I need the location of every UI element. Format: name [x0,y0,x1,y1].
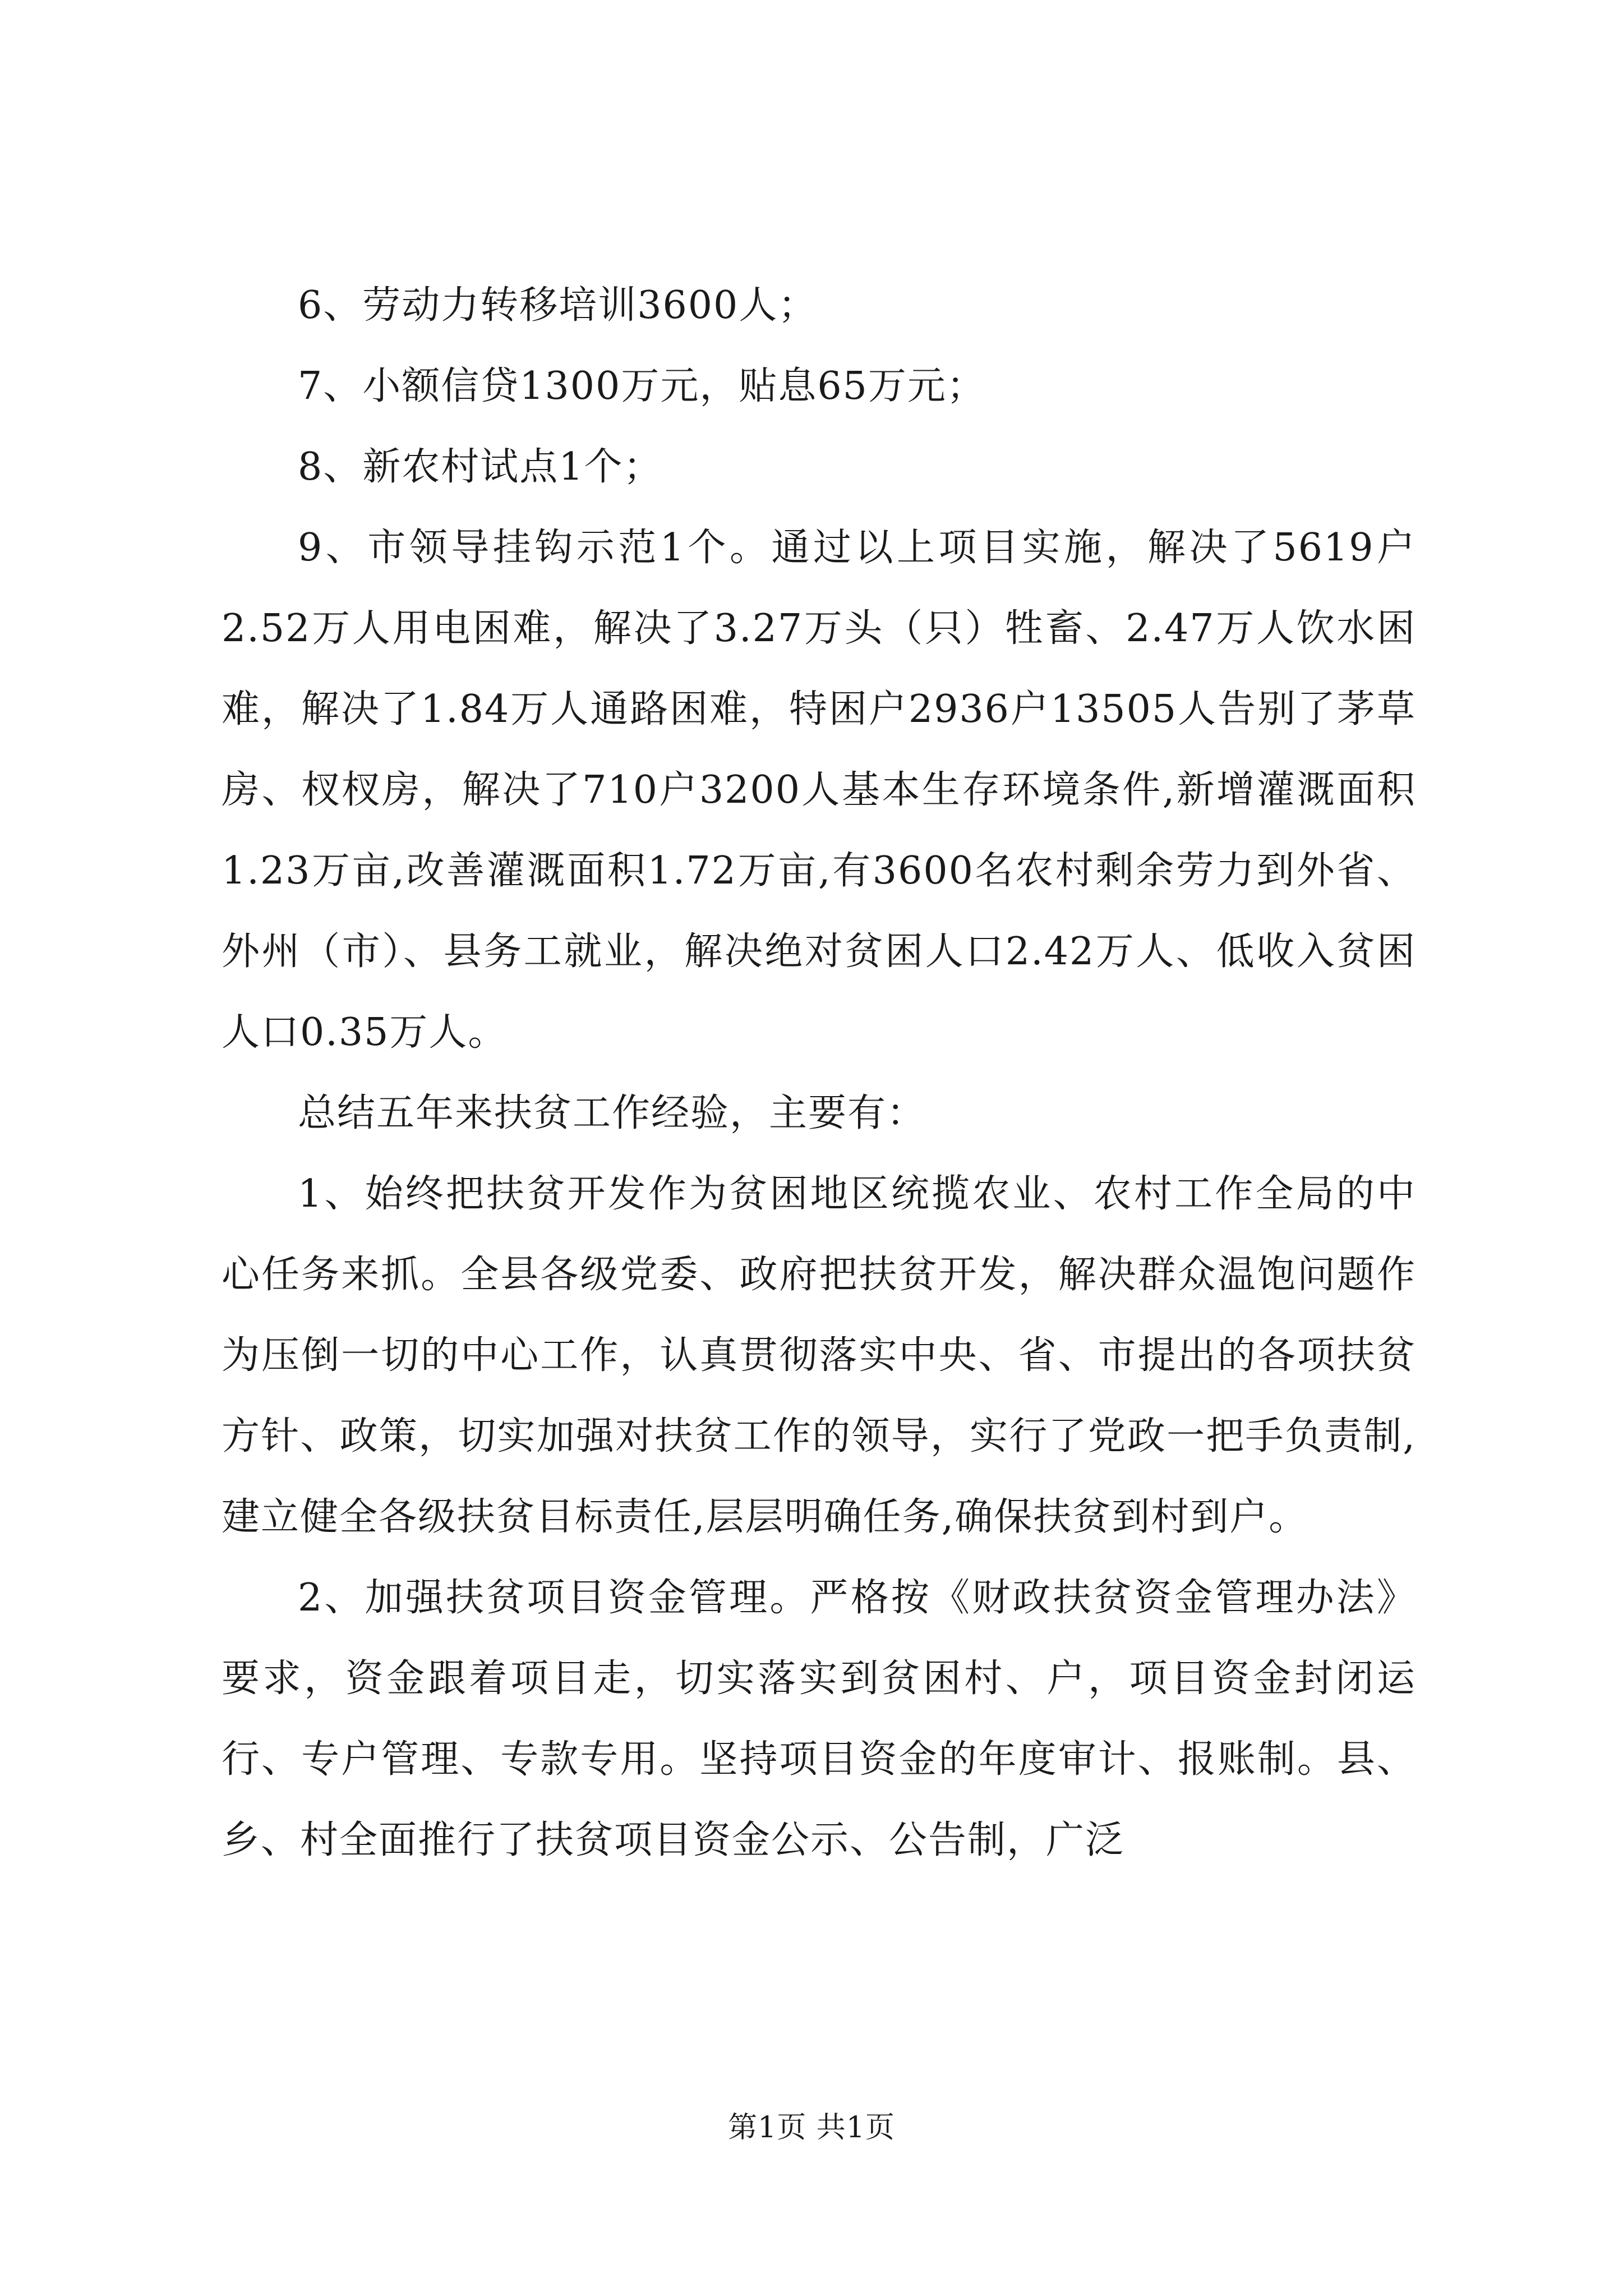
paragraph-experience-2: 2、加强扶贫项目资金管理。严格按《财政扶贫资金管理办法》要求，资金跟着项目走，切实落实到贫困村、户，项目资金封闭运行、专户管理、专款专用。坚持项目资金的年度审计、报账制。县、乡、村全面推行了扶贫项目资金公示、公告制，广泛 [222,1576,1416,1862]
page-footer: 第1页 共1页 [728,2111,895,2145]
paragraph-item-6: 6、劳动力转移培训3600人； [298,283,818,328]
paragraph-item-7: 7、小额信贷1300万元，贴息65万元； [298,364,986,408]
paragraph-summary-intro: 总结五年来扶贫工作经验，主要有： [298,1091,926,1135]
paragraph-item-9-results: 9、市领导挂钩示范1个。通过以上项目实施，解决了5619户2.52万人用电困难，解决了3.27万头（只）牲畜、2.47万人饮水困难，解决了1.84万人通路困难，特困户2936户13505人告别了茅草房、杈杈房，解决了710户3200人基本生存环境条件,新增灌溉面积1.23万亩,改善灌溉面积1.72万亩,有3600名农村剩余劳力到外省、外州（市）、县务工就业，解决绝对贫困人口2.42万人、低收入贫困人口0.35万人。 [222,526,1416,1055]
paragraph-experience-1: 1、始终把扶贫开发作为贫困地区统揽农业、农村工作全局的中心任务来抓。全县各级党委、政府把扶贫开发，解决群众温饱问题作为压倒一切的中心工作，认真贯彻落实中央、省、市提出的各项扶贫方针、政策，切实加强对扶贫工作的领导，实行了党政一把手负责制,建立健全各级扶贫目标责任,层层明确任务,确保扶贫到村到户。 [222,1172,1416,1539]
document-body [222,265,1416,1881]
paragraph-item-8: 8、新农村试点1个； [298,445,663,489]
